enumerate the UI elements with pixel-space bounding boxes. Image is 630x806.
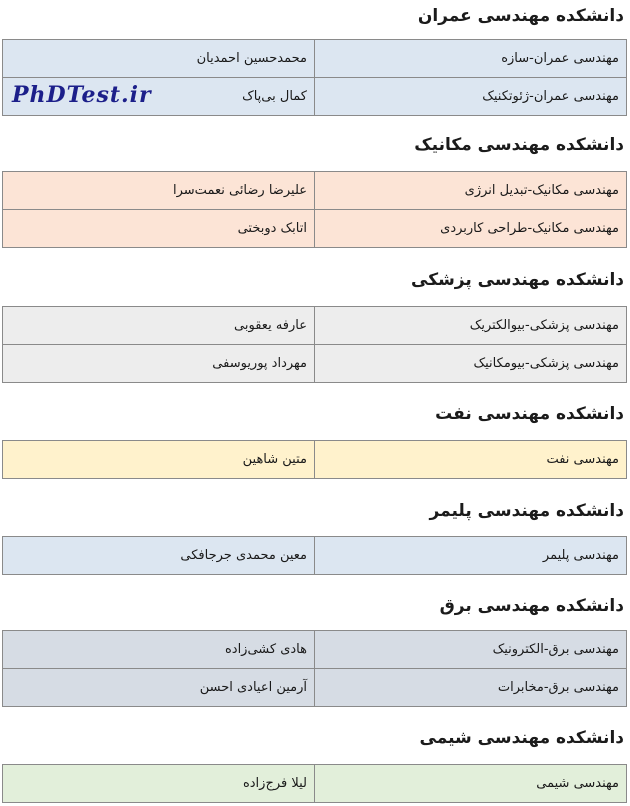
major-cell: مهندسی برق-مخابرات (315, 669, 627, 707)
major-cell: مهندسی عمران-ژئوتکنیک (315, 78, 627, 116)
professor-cell: محمدحسین احمدیان (3, 40, 315, 78)
section-title: دانشکده مهندسی نفت (435, 404, 624, 424)
major-cell: مهندسی پزشکی-بیوالکتریک (315, 307, 627, 345)
professor-cell: مهرداد پوریوسفی (3, 345, 315, 383)
professor-cell: آرمین اعیادی احسن (3, 669, 315, 707)
professor-cell: اتابک دوبختی (3, 210, 315, 248)
table-row (3, 172, 627, 210)
table-row (3, 441, 627, 479)
table-row (3, 537, 627, 575)
professor-cell: متین شاهین (3, 441, 315, 479)
major-cell: مهندسی عمران-سازه (315, 40, 627, 78)
section-title: دانشکده مهندسی پزشکی (411, 270, 624, 290)
professor-cell: کمال بی‌پاک (3, 78, 315, 116)
chemical-table (2, 764, 627, 803)
major-cell: مهندسی پزشکی-بیومکانیک (315, 345, 627, 383)
professor-cell: هادی کشی‌زاده (3, 631, 315, 669)
table-row (3, 765, 627, 803)
petroleum-table (2, 440, 627, 479)
section-title: دانشکده مهندسی عمران (417, 6, 624, 26)
section-title: دانشکده مهندسی شیمی (419, 728, 624, 748)
major-cell: مهندسی شیمی (315, 765, 627, 803)
professor-cell: لیلا فرج‌زاده (3, 765, 315, 803)
watermark-logo: PhDTest.ir (12, 82, 152, 108)
table-row (3, 40, 627, 78)
section-title: دانشکده مهندسی پلیمر (429, 501, 624, 521)
major-cell: مهندسی نفت (315, 441, 627, 479)
professor-cell: علیرضا رضائی نعمت‌سرا (3, 172, 315, 210)
table-row (3, 307, 627, 345)
major-cell: مهندسی پلیمر (315, 537, 627, 575)
table-row (3, 210, 627, 248)
polymer-table (2, 536, 627, 575)
mechanical-table (2, 171, 627, 248)
section-title: دانشکده مهندسی برق (439, 596, 624, 616)
major-cell: مهندسی مکانیک-طراحی کاربردی (315, 210, 627, 248)
major-cell: مهندسی مکانیک-تبدیل انرژی (315, 172, 627, 210)
section-title: دانشکده مهندسی مکانیک (414, 135, 624, 155)
professor-cell: عارفه یعقوبی (3, 307, 315, 345)
table-row (3, 669, 627, 707)
professor-cell: معین محمدی جرجافکی (3, 537, 315, 575)
electrical-table (2, 630, 627, 707)
table-row (3, 345, 627, 383)
table-row (3, 631, 627, 669)
biomedical-table (2, 306, 627, 383)
major-cell: مهندسی برق-الکترونیک (315, 631, 627, 669)
